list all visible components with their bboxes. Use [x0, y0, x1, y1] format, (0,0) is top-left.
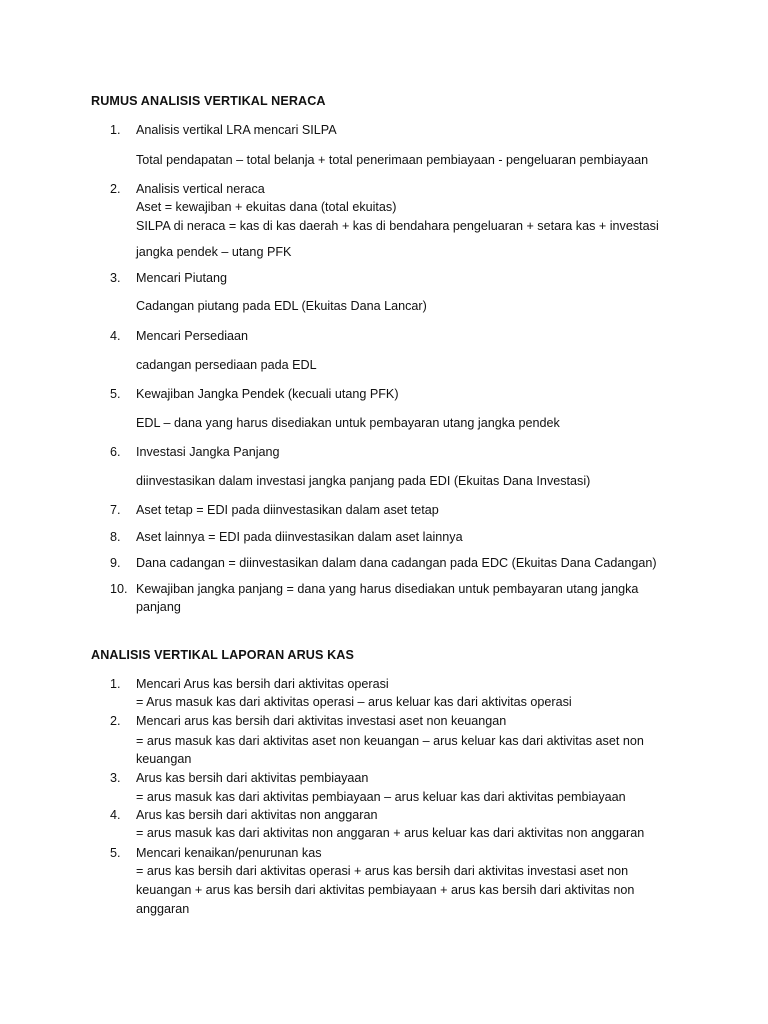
list-item-text: Analisis vertical neraca [136, 182, 265, 196]
list-item-text: Arus kas bersih dari aktivitas pembiayaan [136, 771, 369, 785]
list-number: 5. [110, 846, 121, 860]
list-number: 2. [110, 182, 121, 196]
list-number: 8. [110, 530, 121, 544]
list-item-text: Analisis vertikal LRA mencari SILPA [136, 123, 337, 137]
list-item-text: diinvestasikan dalam investasi jangka panjang pada EDI (Ekuitas Dana Investasi) [136, 474, 591, 488]
list-item-text: Aset tetap = EDI pada diinvestasikan dalam aset tetap [136, 503, 439, 517]
list-item-text: keuangan [136, 752, 192, 766]
list-item-text: anggaran [136, 902, 190, 916]
list-item-text: Mencari Piutang [136, 271, 228, 285]
list-item-text: Kewajiban jangka panjang = dana yang harus disediakan untuk pembayaran utang jangka [136, 582, 639, 596]
list-item-text: Aset = kewajiban + ekuitas dana (total ekuitas) [136, 200, 397, 214]
list-item-text: Mencari kenaikan/penurunan kas [136, 846, 322, 860]
list-item-text: SILPA di neraca = kas di kas daerah + kas di bendahara pengeluaran + setara kas + investasi [136, 219, 659, 233]
list-item-text: Total pendapatan – total belanja + total penerimaan pembiayaan - pengeluaran pembiayaan [136, 153, 649, 167]
list-item-text: = arus masuk kas dari aktivitas pembiayaan – arus keluar kas dari aktivitas pembiayaan [136, 790, 626, 804]
list-item-text: Mencari Persediaan [136, 329, 249, 343]
list-number: 1. [110, 677, 121, 691]
list-number: 3. [110, 271, 121, 285]
list-item-text: = arus masuk kas dari aktivitas aset non keuangan – arus keluar kas dari aktivitas aset non [136, 734, 644, 748]
list-number: 3. [110, 771, 121, 785]
list-number: 1. [110, 123, 121, 137]
list-item-text: cadangan persediaan pada EDL [136, 358, 317, 372]
list-number: 7. [110, 503, 121, 517]
list-item-text: Aset lainnya = EDI pada diinvestasikan dalam aset lainnya [136, 530, 463, 544]
list-number: 9. [110, 556, 121, 570]
list-item-text: = arus kas bersih dari aktivitas operasi + arus kas bersih dari aktivitas investasi aset non [136, 864, 629, 878]
list-item-text: Arus kas bersih dari aktivitas non anggaran [136, 808, 378, 822]
list-item-text: Mencari arus kas bersih dari aktivitas investasi aset non keuangan [136, 714, 507, 728]
list-item-text: EDL – dana yang harus disediakan untuk pembayaran utang jangka pendek [136, 416, 560, 430]
section-title-arus-kas: ANALISIS VERTIKAL LAPORAN ARUS KAS [91, 648, 354, 662]
list-number: 4. [110, 329, 121, 343]
list-item-text: Dana cadangan = diinvestasikan dalam dana cadangan pada EDC (Ekuitas Dana Cadangan) [136, 556, 657, 570]
list-item-text: Investasi Jangka Panjang [136, 445, 280, 459]
list-item-text: jangka pendek – utang PFK [136, 245, 292, 259]
list-item-text: Kewajiban Jangka Pendek (kecuali utang PFK) [136, 387, 399, 401]
list-item-text: Cadangan piutang pada EDL (Ekuitas Dana Lancar) [136, 299, 427, 313]
list-number: 4. [110, 808, 121, 822]
list-item-text: Mencari Arus kas bersih dari aktivitas operasi [136, 677, 389, 691]
list-item-text: = arus masuk kas dari aktivitas non anggaran + arus keluar kas dari aktivitas non anggaran [136, 826, 645, 840]
list-number: 5. [110, 387, 121, 401]
list-item-text: = Arus masuk kas dari aktivitas operasi – arus keluar kas dari aktivitas operasi [136, 695, 572, 709]
section-title-neraca: RUMUS ANALISIS VERTIKAL NERACA [91, 94, 326, 108]
list-item-text: keuangan + arus kas bersih dari aktivitas pembiayaan + arus kas bersih dari aktivitas non [136, 883, 635, 897]
list-item-text: panjang [136, 600, 181, 614]
list-number: 2. [110, 714, 121, 728]
list-number: 6. [110, 445, 121, 459]
list-number: 10. [110, 582, 128, 596]
